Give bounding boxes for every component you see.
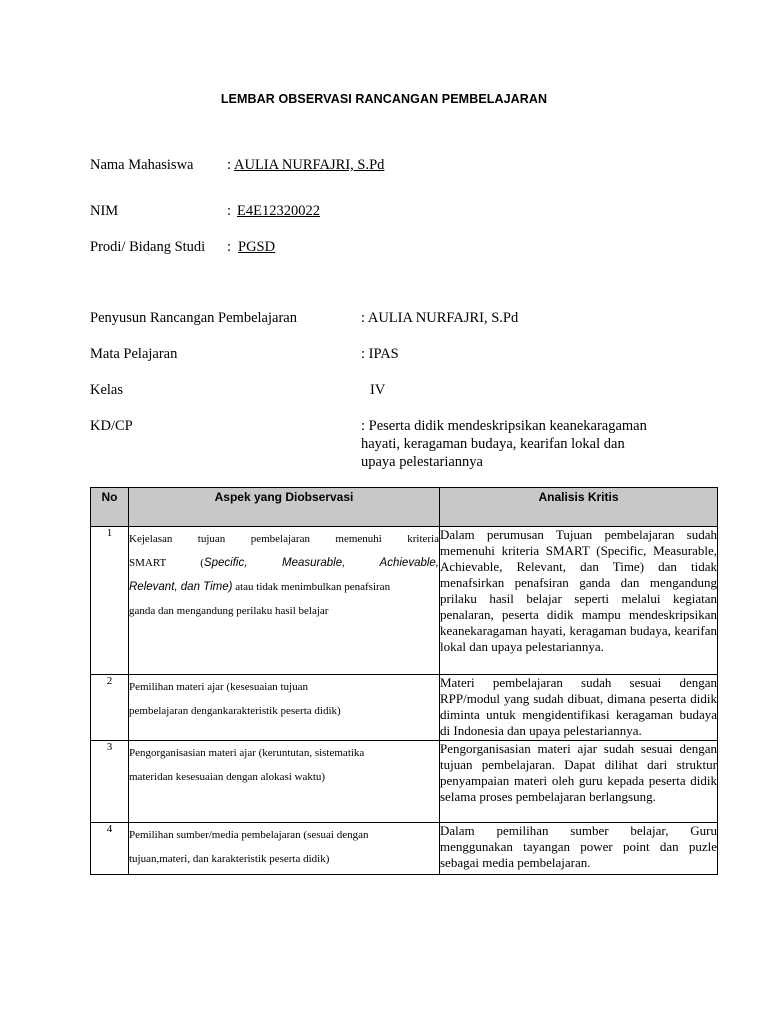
nama-value: AULIA NURFAJRI, S.Pd [234,157,385,173]
aspek-line: Pemilihan sumber/media pembelajaran (sesuai dengan [129,829,369,841]
aspek-line [129,575,439,599]
aspek-cell [129,527,440,675]
nama-label: Nama Mahasiswa [90,157,194,173]
kelas-value: IV [370,382,386,398]
analisis-cell: Materi pembelajaran sudah sesuai dengan RPP/modul yang sudah dibuat, dimana peserta didik diminta untuk mengidentifikasi keragaman budaya di Indonesia dan upaya pelestariannya. [440,675,718,741]
penyusun-label: Penyusun Rancangan Pembelajaran [90,310,297,326]
aspek-line: Pemilihan materi ajar (kesesuaian tujuan [129,681,308,693]
table-row [91,741,718,823]
table-header-row [91,488,718,527]
aspek-text: atau tidak menimbulkan penafsiran [232,581,391,593]
aspek-cell [129,675,440,741]
row-number: 2 [91,675,129,741]
prodi-value: PGSD [238,239,276,255]
nama-colon: : [227,157,232,173]
kd-label: KD/CP [90,418,133,434]
analisis-cell: Pengorganisasian materi ajar sudah sesuai dengan tujuan pembelajaran. Dapat dilihat dari struktur penyampaian materi oleh guru kepada peserta didik selama proses pembelajaran berlangsung. [440,741,718,823]
row-number: 3 [91,741,129,823]
document-title: LEMBAR OBSERVASI RANCANGAN PEMBELAJARAN [220,92,548,106]
aspek-line: Pengorganisasian materi ajar (keruntutan, sistematika [129,747,365,759]
observation-table [90,487,718,875]
kd-line-1: : Peserta didik mendeskripsikan keanekaragaman [361,418,647,434]
kd-line-2: hayati, keragaman budaya, kearifan lokal dan [361,436,625,452]
aspek-cell [129,741,440,823]
nim-value: E4E12320022 [237,203,320,219]
aspek-line: materidan kesesuaian dengan alokasi waktu) [129,771,326,783]
penyusun-value: : AULIA NURFAJRI, S.Pd [361,310,519,326]
aspek-italic-text: Relevant, dan Time) [129,581,233,593]
aspek-line: tujuan,materi, dan karakteristik peserta didik) [129,853,330,865]
aspek-line: pembelajaran dengankarakteristik peserta didik) [129,705,341,717]
header-aspek: Aspek yang Diobservasi [129,488,440,527]
nim-label: NIM [90,203,119,219]
aspek-line: ganda dan mengandung perilaku hasil belajar [129,605,329,617]
aspek-italic-text: Specific, Measurable, Achievable, [203,557,440,569]
kd-line-3: upaya pelestariannya [361,454,483,470]
aspek-line [129,551,439,575]
aspek-line: Kejelasan tujuan pembelajaran memenuhi kriteria [129,533,439,545]
aspek-cell [129,823,440,875]
mapel-value: : IPAS [361,346,399,362]
row-number: 4 [91,823,129,875]
prodi-label: Prodi/ Bidang Studi [90,239,206,255]
table-row [91,527,718,675]
analisis-cell: Dalam pemilihan sumber belajar, Guru menggunakan tayangan power point dan puzle sebagai media pembelajaran. [440,823,718,875]
table-row [91,823,718,875]
header-no: No [91,488,129,527]
prodi-colon: : [227,239,232,255]
table-row [91,675,718,741]
kelas-label: Kelas [90,382,124,398]
aspek-text: SMART ( [129,557,204,569]
row-number: 1 [91,527,129,675]
analisis-cell: Dalam perumusan Tujuan pembelajaran sudah memenuhi kriteria SMART (Specific, Measurable, Achievable, Relevant, dan Time) dan tidak menafsirkan penafsiran ganda dan mengandung prilaku hasil belajar seperti melalui kegiatan penalaran, peserta didik mampu mendeskripsikan keanekaragaman hayati, keragaman budaya, kearifan lokal dan upaya pelestariannya. [440,527,718,675]
header-analisis: Analisis Kritis [440,488,718,527]
mapel-label: Mata Pelajaran [90,346,178,362]
nim-colon: : [227,203,232,219]
